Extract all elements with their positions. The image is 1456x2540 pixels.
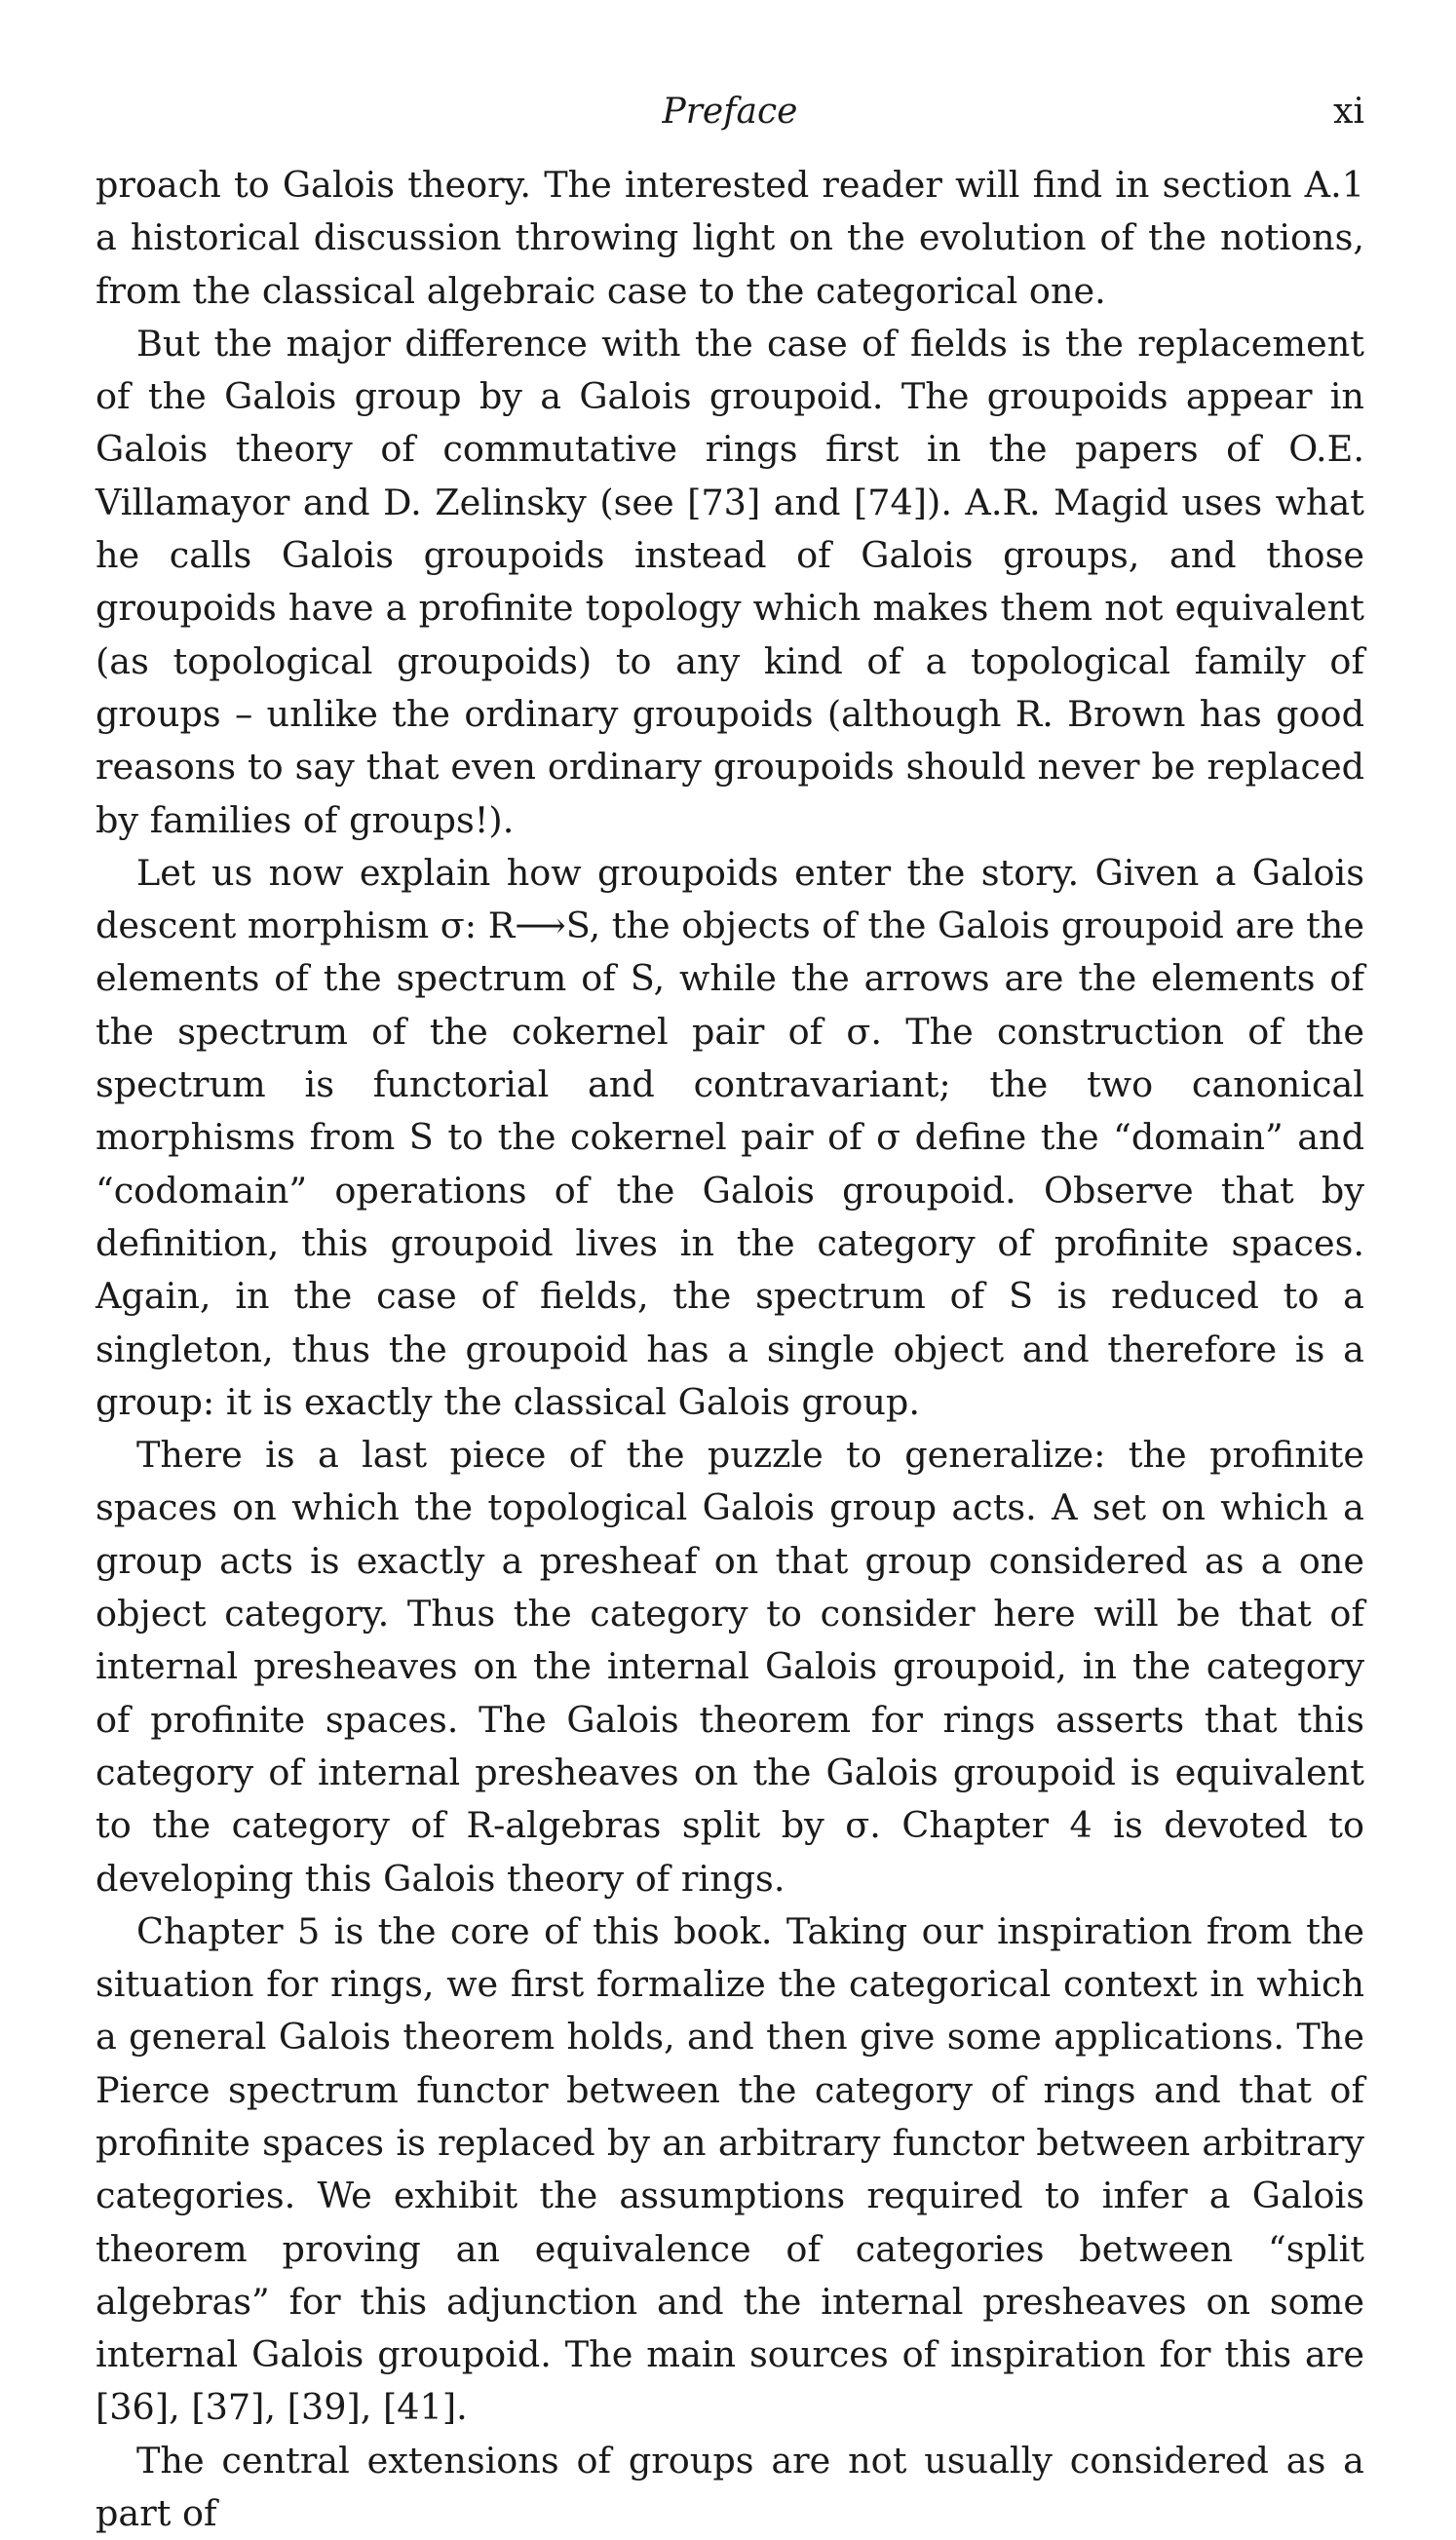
page-number: xi (1333, 92, 1364, 132)
page-header (96, 88, 1364, 136)
paragraph-groupoids-story: Let us now explain how groupoids enter the story. Given a Galois descent morphism σ: R⟶S, the objects of the Galois groupoid are the elements of the spectrum of S, while the arrows are the elements of the spectrum of the cokernel pair of σ. The construction of the spectrum is functorial and contravariant; the two canonical morphisms from S to the cokernel pair of σ define the “domain” and “codomain” operations of the Galois groupoid. Observe that by definition, this groupoid lives in the category of profinite spaces. Again, in the case of fields, the spectrum of S is reduced to a singleton, thus the groupoid has a single object and therefore is a group: it is exactly the classical Galois group. (96, 851, 1364, 1423)
running-title: Preface (662, 92, 798, 132)
paragraph-galois-groupoid: But the major difference with the case of fields is the replacement of the Galois group by a Galois groupoid. The groupoids appear in Galois theory of commutative rings first in the papers of O.E. Villamayor and D. Zelinsky (see [73] and [74]). A.R. Magid uses what he calls Galois groupoids instead of Galois groups, and those groupoids have a profinite topology which makes them not equivalent (as topological groupoids) to any kind of a topological family of groups – unlike the ordinary groupoids (although R. Brown has good reasons to say that even ordinary groupoids should never be replaced by families of groups!). (96, 322, 1364, 841)
paragraph-presheaves: There is a last piece of the puzzle to generalize: the profinite spaces on which the topological Galois group acts. A set on which a group acts is exactly a presheaf on that group considered as a one object category. Thus the category to consider here will be that of internal presheaves on the internal Galois groupoid, in the category of profinite spaces. The Galois theorem for rings asserts that this category of internal presheaves on the Galois groupoid is equivalent to the category of R-algebras split by σ. Chapter 4 is devoted to developing this Galois theory of rings. (96, 1434, 1364, 1900)
paragraph-continued: proach to Galois theory. The interested reader will find in section A.1 a historical discussion throwing light on the evolution of the notions, from the classical algebraic case to the categorical one. (96, 164, 1364, 312)
body-text (96, 159, 1364, 2540)
paragraph-chapter-5: Chapter 5 is the core of this book. Taking our inspiration from the situation for rings, we first formalize the categorical context in which a general Galois theorem holds, and then give some applications. The Pierce spectrum functor between the category of rings and that of profinite spaces is replaced by an arbitrary functor between arbitrary categories. We exhibit the assumptions required to infer a Galois theorem proving an equivalence of categories between “split algebras” for this adjunction and the internal presheaves on some internal Galois groupoid. The main sources of inspiration for this are [36], [37], [39], [41]. (96, 1909, 1364, 2429)
paragraph-central-extensions: The central extensions of groups are not usually considered as a part of (96, 2439, 1364, 2535)
